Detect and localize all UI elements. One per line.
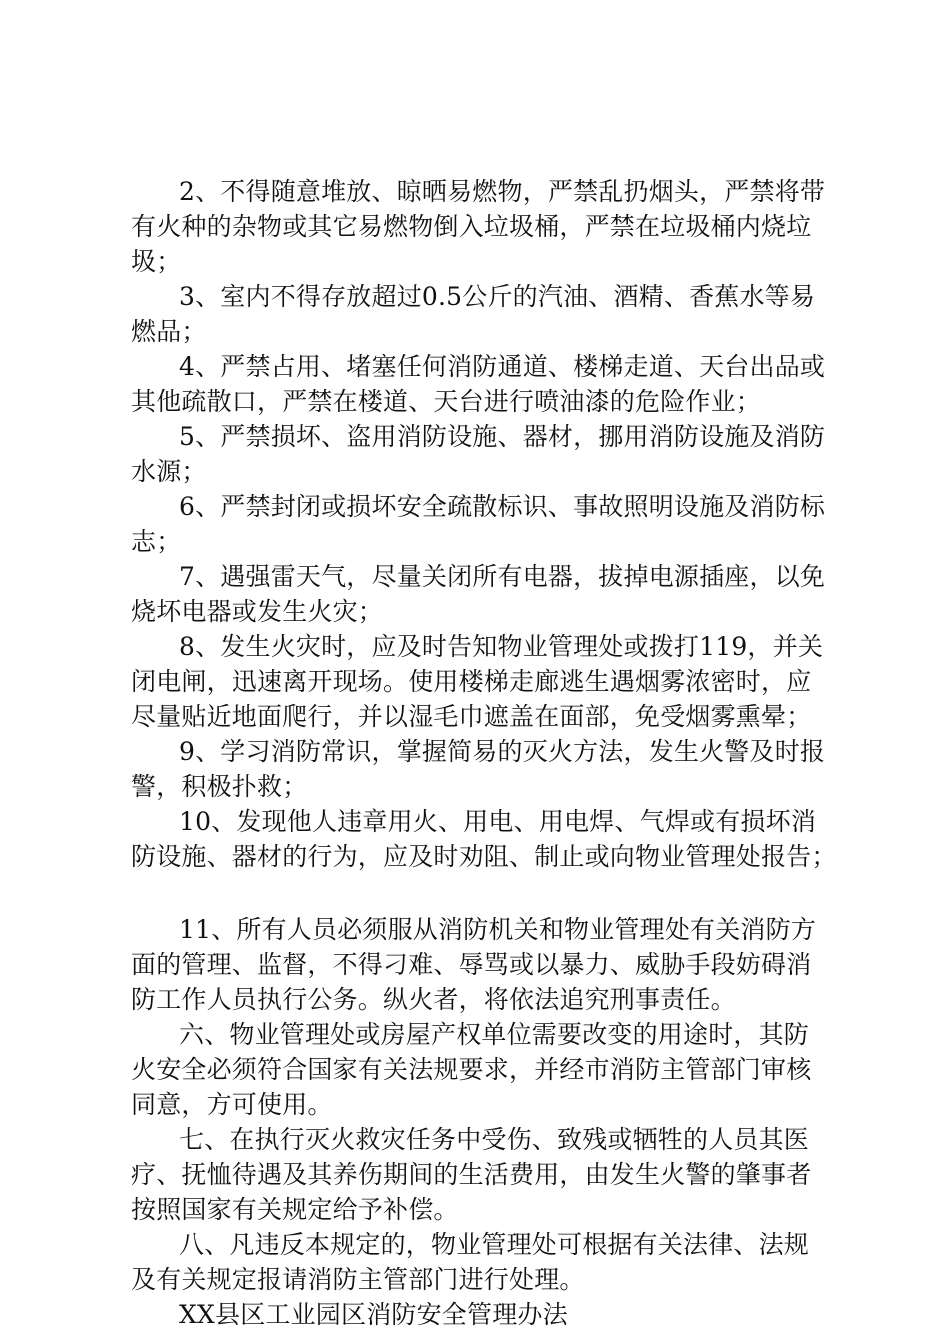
paragraph-8-line-3: 尽量贴近地面爬行，并以湿毛巾遮盖在面部，免受烟雾熏晕； bbox=[131, 702, 812, 731]
section-6-line-1: 六、物业管理处或房屋产权单位需要改变的用途时，其防 bbox=[179, 1020, 810, 1049]
section-6-line-3: 同意，方可使用。 bbox=[131, 1090, 333, 1119]
paragraph-5-line-2: 水源； bbox=[131, 457, 207, 486]
paragraph-9-line-1: 9、学习消防常识，掌握简易的灭火方法，发生火警及时报 bbox=[179, 737, 826, 766]
section-8-line-2: 及有关规定报请消防主管部门进行处理。 bbox=[131, 1265, 585, 1294]
paragraph-6-line-2: 志； bbox=[131, 527, 182, 556]
document-title-footer: XX县区工业园区消防安全管理办法 bbox=[179, 1300, 568, 1329]
paragraph-6-line-1: 6、严禁封闭或损坏安全疏散标识、事故照明设施及消防标 bbox=[179, 492, 826, 521]
section-7-line-3: 按照国家有关规定给予补偿。 bbox=[131, 1195, 459, 1224]
paragraph-2-line-1: 2、不得随意堆放、晾晒易燃物，严禁乱扔烟头，严禁将带 bbox=[179, 177, 826, 206]
paragraph-10-line-2: 防设施、器材的行为，应及时劝阻、制止或向物业管理处报告； bbox=[131, 842, 837, 871]
paragraph-gap bbox=[131, 874, 843, 912]
section-6-line-2: 火安全必须符合国家有关法规要求，并经市消防主管部门审核 bbox=[131, 1055, 812, 1084]
paragraph-4-line-1: 4、严禁占用、堵塞任何消防通道、楼梯走道、天台出品或 bbox=[179, 352, 826, 381]
document-body bbox=[131, 174, 843, 1332]
paragraph-5-line-1: 5、严禁损坏、盗用消防设施、器材，挪用消防设施及消防 bbox=[179, 422, 826, 451]
paragraph-10-line-1: 10、发现他人违章用火、用电、用电焊、气焊或有损坏消 bbox=[179, 807, 817, 836]
paragraph-7-line-1: 7、遇强雷天气，尽量关闭所有电器，拔掉电源插座，以免 bbox=[179, 562, 826, 591]
paragraph-8-line-2: 闭电闸，迅速离开现场。使用楼梯走廊逃生遇烟雾浓密时，应 bbox=[131, 667, 812, 696]
paragraph-9-line-2: 警，积极扑救； bbox=[131, 772, 308, 801]
paragraph-2-line-3: 圾； bbox=[131, 247, 182, 276]
section-8-line-1: 八、凡违反本规定的，物业管理处可根据有关法律、法规 bbox=[179, 1230, 810, 1259]
paragraph-11-line-2: 面的管理、监督，不得刁难、辱骂或以暴力、威胁手段妨碍消 bbox=[131, 950, 812, 979]
paragraph-8-line-1: 8、发生火灾时，应及时告知物业管理处或拨打119，并关 bbox=[179, 632, 824, 661]
section-7-line-1: 七、在执行灭火救灾任务中受伤、致残或牺牲的人员其医 bbox=[179, 1125, 810, 1154]
paragraph-4-line-2: 其他疏散口，严禁在楼道、天台进行喷油漆的危险作业； bbox=[131, 387, 762, 416]
paragraph-3-line-2: 燃品； bbox=[131, 317, 207, 346]
paragraph-11-line-3: 防工作人员执行公务。纵火者，将依法追究刑事责任。 bbox=[131, 985, 736, 1014]
paragraph-11-line-1: 11、所有人员必须服从消防机关和物业管理处有关消防方 bbox=[179, 915, 817, 944]
paragraph-3-line-1: 3、室内不得存放超过0.5公斤的汽油、酒精、香蕉水等易 bbox=[179, 282, 816, 311]
paragraph-7-line-2: 烧坏电器或发生火灾； bbox=[131, 597, 384, 626]
paragraph-2-line-2: 有火种的杂物或其它易燃物倒入垃圾桶，严禁在垃圾桶内烧垃 bbox=[131, 212, 812, 241]
section-7-line-2: 疗、抚恤待遇及其养伤期间的生活费用，由发生火警的肇事者 bbox=[131, 1160, 812, 1189]
